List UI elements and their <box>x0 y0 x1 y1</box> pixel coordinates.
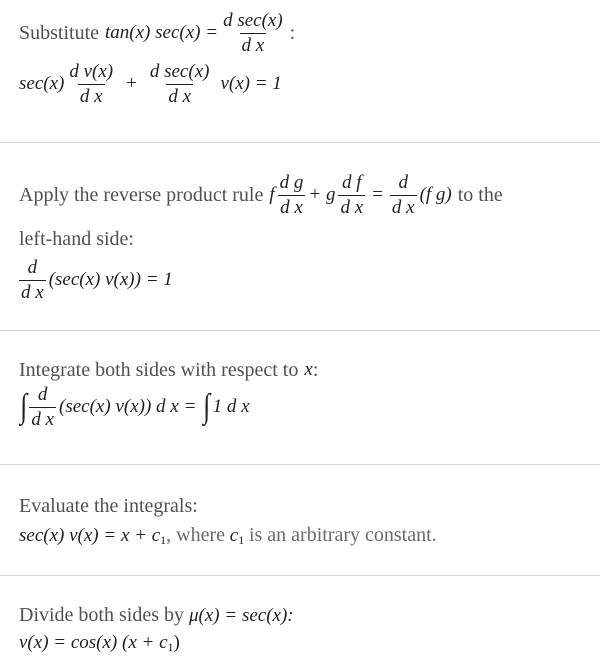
step2-equals: = <box>372 183 383 205</box>
divider <box>0 142 600 143</box>
step2-frac-d-num: d <box>398 172 408 193</box>
step-evaluate <box>19 494 600 548</box>
step2-frac-df-den: d x <box>340 196 364 218</box>
step2-frac-dg-num: d g <box>279 172 304 193</box>
step1-eq-frac1-den: d x <box>79 85 103 107</box>
step1-eq-rhs: v(x) = 1 <box>220 73 282 95</box>
step1-equation <box>19 61 600 108</box>
step1-eq-frac2-num: d sec(x) <box>149 60 210 82</box>
step5-eq: v(x) = cos(x) (x + c <box>19 631 168 653</box>
step2-frac-dg-den: d x <box>280 196 303 218</box>
step2-eq-frac-num: d <box>27 256 38 278</box>
step4-where: , where <box>166 524 225 546</box>
step2-frac-df-num: d f <box>342 172 362 193</box>
step5-sub: 1 <box>167 639 174 654</box>
step5-equation <box>19 632 600 655</box>
step4-equation <box>19 524 600 548</box>
step-substitute <box>19 10 600 107</box>
step4-sub2: 1 <box>238 533 245 547</box>
step1-fraction <box>221 10 285 57</box>
step1-frac-den: d x <box>241 34 265 56</box>
divider <box>0 464 600 465</box>
step2-frac-d-den: d x <box>391 196 415 218</box>
step5-mu: μ(x) = sec(x): <box>189 605 294 626</box>
step4-label: Evaluate the integrals: <box>19 495 198 517</box>
step4-c: c <box>229 525 239 546</box>
step2-equation <box>19 257 600 304</box>
step3-heading <box>19 358 600 382</box>
step2-frac-d <box>390 172 417 219</box>
step5-heading <box>19 603 600 628</box>
step2-frac-df <box>338 172 365 219</box>
step2-eq-frac <box>19 257 46 304</box>
step1-eq-frac1 <box>67 61 115 108</box>
step3-middle: (sec(x) v(x)) d x = <box>59 396 197 418</box>
step4-eq: sec(x) v(x) = x + c <box>19 525 161 546</box>
step2-eq-rest: (sec(x) v(x)) = 1 <box>48 269 173 291</box>
step4-sub1: 1 <box>160 533 167 547</box>
step1-colon: : <box>289 22 296 45</box>
step2-heading <box>19 172 600 219</box>
step1-label: Substitute <box>19 22 100 45</box>
step2-f: f <box>269 183 275 205</box>
step3-frac-den: d x <box>31 408 55 430</box>
step3-frac-num: d <box>37 384 48 405</box>
integral-sign: ∫ <box>203 388 211 426</box>
step2-plus-g: + g <box>308 183 336 205</box>
divider <box>0 575 600 576</box>
step3-colon: : <box>312 359 319 381</box>
step1-frac-num: d sec(x) <box>223 10 283 31</box>
step3-var: x <box>304 358 313 380</box>
step-reverse-product-rule <box>19 172 600 303</box>
step2-line2: left-hand side: <box>19 227 134 250</box>
step4-tail: is an arbitrary constant. <box>248 524 437 546</box>
step1-eq-sec: sec(x) <box>19 73 65 95</box>
step2-fg: (f g) <box>419 183 452 205</box>
step1-plus: + <box>126 73 137 95</box>
step3-label: Integrate both sides with respect to <box>19 359 299 381</box>
step3-equation <box>19 384 600 431</box>
step1-eq-frac1-num: d v(x) <box>69 60 114 82</box>
step2-eq-frac-den: d x <box>21 281 44 303</box>
integral-sign: ∫ <box>20 388 28 426</box>
step5-close: ) <box>173 631 180 653</box>
step5-label: Divide both sides by <box>19 604 184 626</box>
step1-eq-frac2 <box>148 61 212 108</box>
step1-heading <box>19 10 600 57</box>
step2-frac-dg <box>278 172 306 219</box>
step2-tail: to the <box>457 184 503 207</box>
step2-label: Apply the reverse product rule <box>19 184 264 207</box>
step3-frac <box>29 384 56 431</box>
step1-eq-frac2-den: d x <box>168 85 191 107</box>
divider <box>0 330 600 331</box>
step1-lhs: tan(x) sec(x) = <box>105 21 219 43</box>
step-divide <box>19 603 600 655</box>
step-integrate <box>19 358 600 431</box>
step3-rhs: 1 d x <box>212 396 250 418</box>
